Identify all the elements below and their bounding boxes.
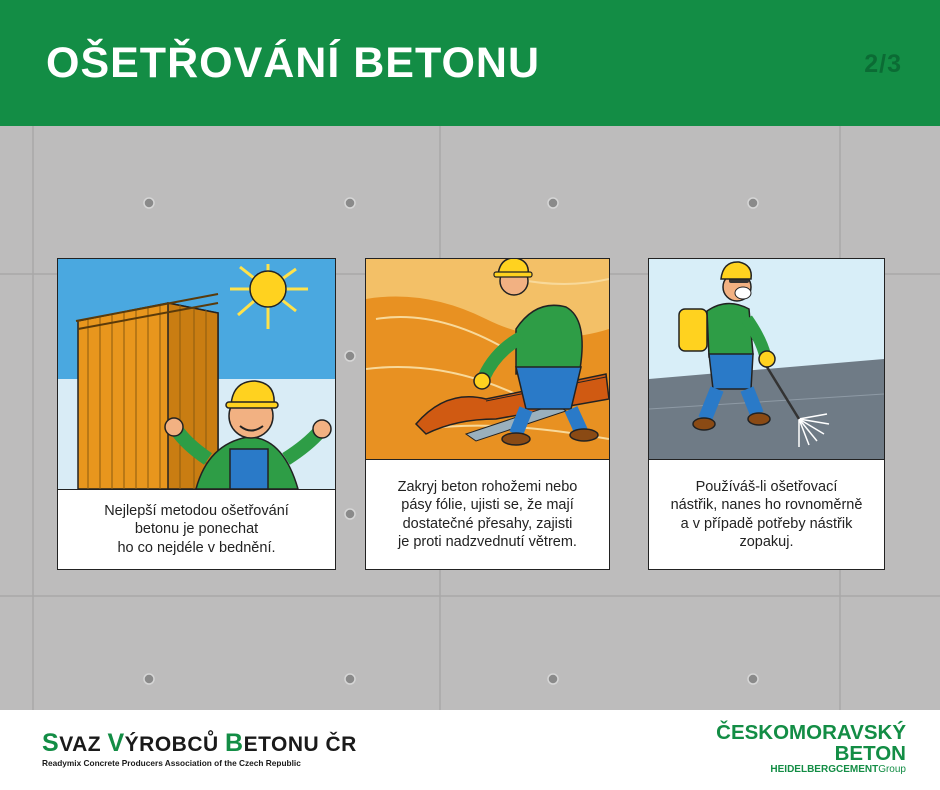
svbc-logo [42,731,357,768]
cmb-group-rest: Group [878,764,906,775]
panel-caption: Nejlepší metodou ošetřování betonu je ponechat ho co nejdéle v bednění. [104,502,289,556]
cmb-group-bold: HEIDELBERGCEMENT [770,764,879,775]
cmb-name-line2: BETON [834,742,906,765]
page-title: OŠETŘOVÁNÍ BETONU [46,39,541,87]
panel-caption: Používáš-li ošetřovací nástřik, nanes ho rovnoměrně a v případě potřeby nástřik zopakuj. [670,478,863,550]
comic-panel-formwork [57,258,336,570]
svbc-initial: B [225,729,244,757]
cmb-logo [716,722,906,776]
panel-caption: Zakryj beton rohožemi nebo pásy fólie, ujisti se, že mají dostatečné přesahy, zajisti je proti nadzvednutí větrem. [397,478,578,550]
cmb-group [716,764,906,776]
svbc-word: ÝROBCŮ [124,733,225,756]
svbc-subtitle: Readymix Concrete Producers Association of the Czech Republic [42,758,301,768]
page-indicator: 2/3 [864,50,902,78]
illustration-worker-spraying [649,259,884,460]
header-bar [0,0,940,126]
comic-panel-covering [365,258,610,570]
cmb-name-line1: ČESKOMORAVSKÝ [716,721,906,744]
illustration-worker-covering [366,259,609,460]
svbc-initial: S [42,729,60,757]
svbc-word: VAZ [59,733,108,756]
comic-panel-spraying [648,258,885,570]
svbc-name [42,731,357,757]
illustration-worker-formwork [58,259,335,490]
svbc-initial: V [107,729,125,757]
svbc-word: ETONU ČR [243,733,357,756]
